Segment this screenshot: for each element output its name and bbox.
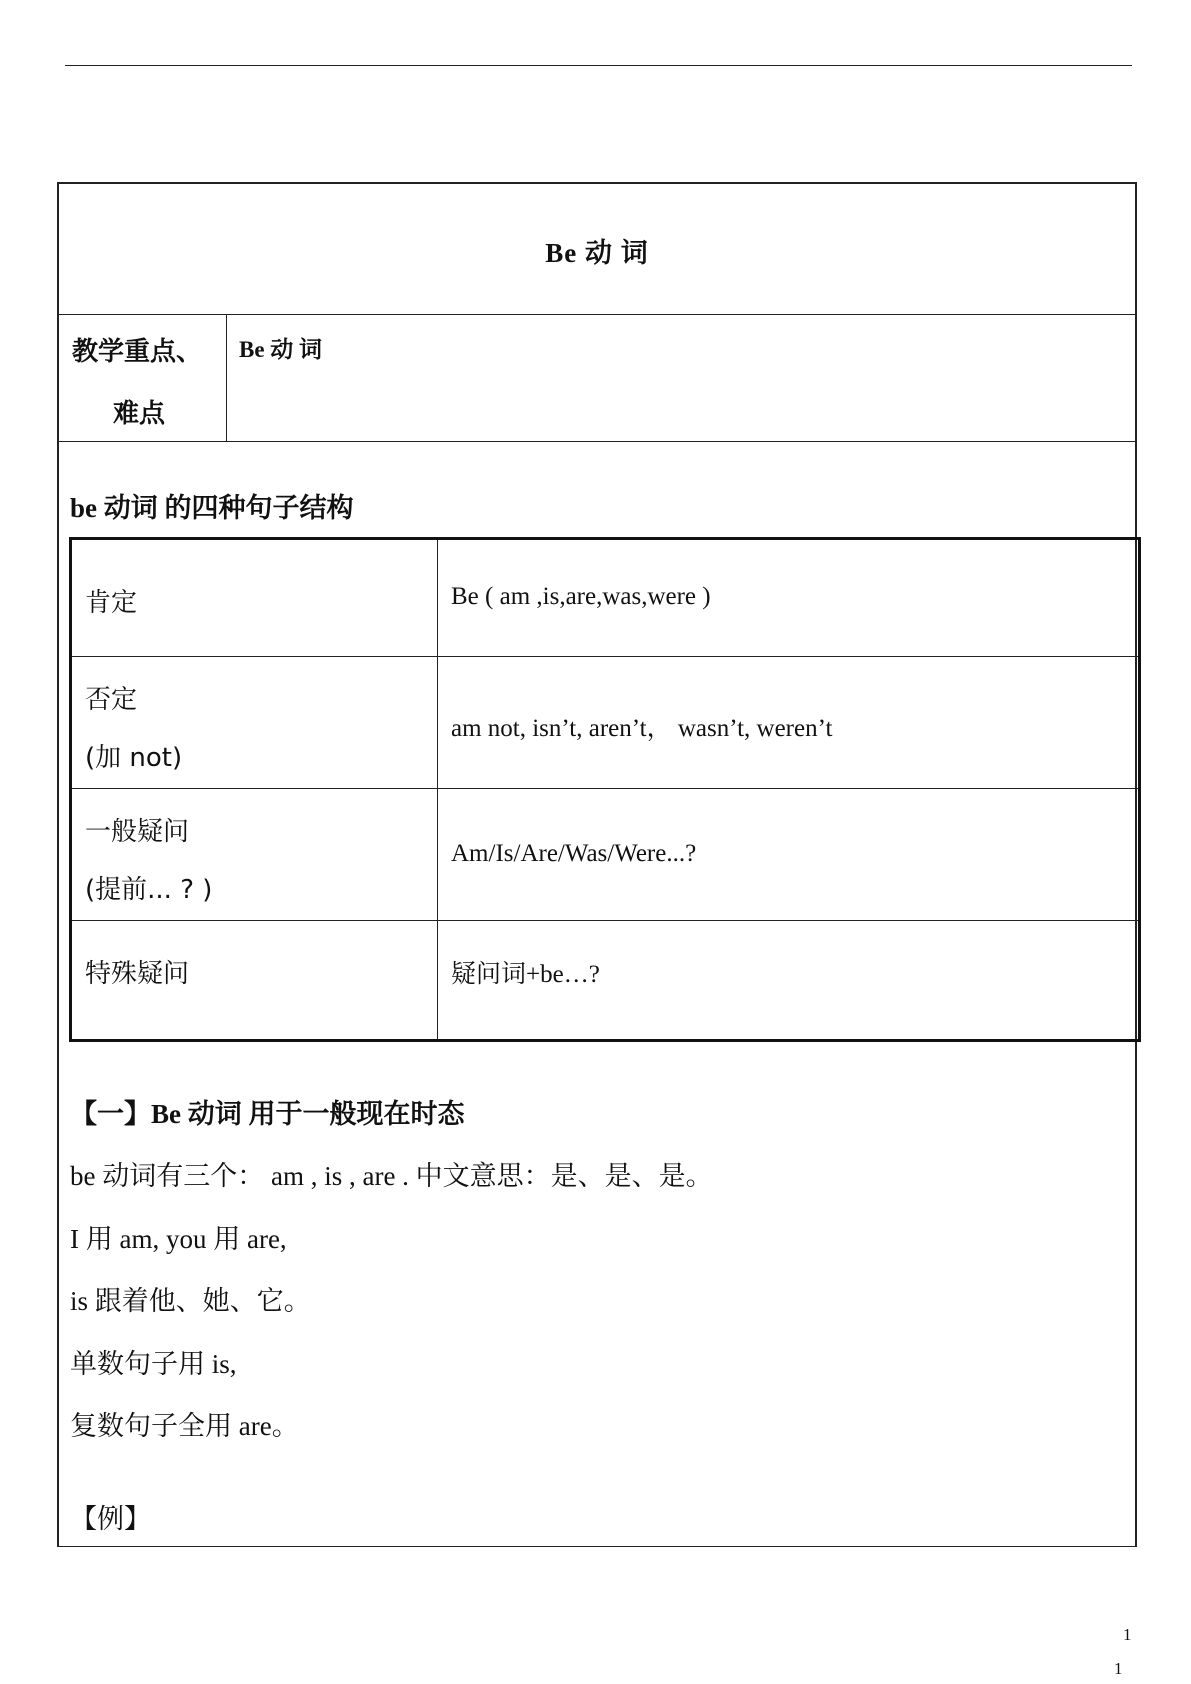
sentence-form: Be ( am ,is,are,was,were ) [451,583,711,610]
sentence-type-cell [72,921,438,1039]
title-row [59,184,1135,315]
sentence-type-note: (加 not) [85,743,183,773]
section-heading: be 动词 的四种句子结构 [70,493,354,523]
sentence-form: am not, isn’t, aren’t， wasn’t, weren’t [451,715,833,742]
body-line: I 用 am, you 用 are, [70,1224,287,1254]
body-line: 单数句子用 is, [70,1349,237,1379]
sentence-type: 一般疑问 [85,817,190,847]
table-row [72,788,1138,920]
sentence-form-cell [438,789,1138,920]
body-line: is 跟着他、她、它。 [70,1286,311,1316]
focus-label-cell [59,315,227,441]
focus-label-line2: 难点 [113,399,166,429]
part-one-heading: 【一】Be 动词 用于一般现在时态 [70,1099,465,1129]
body-line: be 动词有三个： am , is , are . 中文意思：是、是、是。 [70,1161,713,1191]
focus-value: Be 动 词 [239,337,323,362]
focus-label-line1: 教学重点、 [72,337,203,367]
sentence-type: 肯定 [85,588,138,618]
header-rule [65,65,1132,66]
sentence-structure-table [69,537,1141,1042]
sentence-type-cell [72,657,438,788]
sentence-form: Am/Is/Are/Was/Were...? [451,840,697,867]
sentence-type: 否定 [85,685,138,715]
sentence-form-cell [438,540,1138,656]
sentence-form: 疑问词+be…? [451,961,600,988]
table-row [72,920,1138,1039]
sentence-type-cell [72,789,438,920]
table-row [72,656,1138,788]
page-number-second: 1 [1114,1659,1123,1678]
sentence-type: 特殊疑问 [85,959,190,989]
example-label: 【例】 [70,1504,151,1534]
sentence-type-note: (提前... ? ) [85,875,213,905]
focus-row [59,315,1135,442]
body-line: 复数句子全用 are。 [70,1411,299,1441]
document-title: Be 动 词 [545,238,649,268]
sentence-form-cell [438,657,1138,788]
lesson-table [57,182,1137,1547]
table-row [72,540,1138,656]
sentence-type-cell [72,540,438,656]
page-number: 1 [1123,1625,1132,1644]
sentence-form-cell [438,921,1138,1039]
